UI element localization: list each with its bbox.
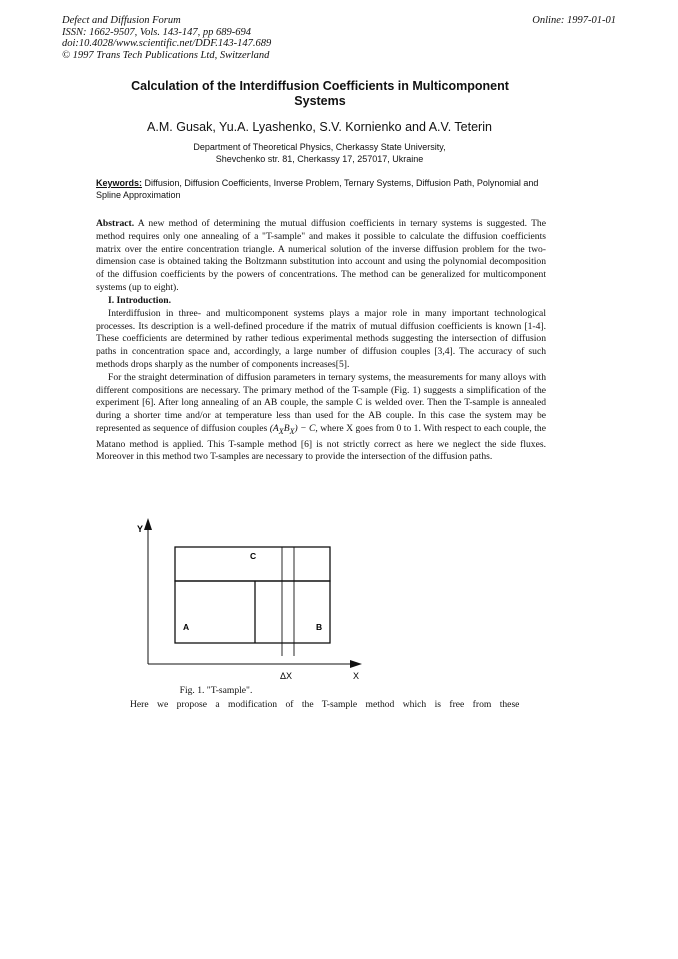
- paper-title: [110, 79, 530, 109]
- copyright-line: © 1997 Trans Tech Publications Ltd, Switzerland: [62, 49, 270, 61]
- section-heading: I. Introduction.: [108, 295, 171, 306]
- label-a: A: [183, 622, 190, 632]
- introduction: [96, 295, 546, 464]
- journal-header: [62, 15, 271, 61]
- t-sample-diagram: [120, 518, 380, 688]
- region-ab-box: [175, 581, 330, 643]
- delta-x-label: ΔX: [280, 671, 293, 681]
- continuation-line: Here we propose a modification of the T-sample method which is free from these: [130, 699, 520, 710]
- journal-name: Defect and Diffusion Forum: [62, 15, 181, 26]
- formula-b: B: [283, 422, 290, 434]
- formula-a: (A: [269, 422, 279, 434]
- intro-paragraph-1: Interdiffusion in three- and multicomponent systems plays a major role in many important technological processes. Its description is a well-defined procedure if the matrix of mutual diffusion coefficients is known [1-4]. These coefficients are determined by rather tedious experimental methods suggesting the intersection of diffusion paths in concentration space and, accordingly, a large number of diffusion couples [3,4]. The accuracy of such methods drops sharply as the number of components increases[5].: [96, 307, 546, 370]
- formula-sub-1: X: [278, 426, 284, 436]
- formula-end: ) − C: [294, 422, 316, 434]
- abstract-text: A new method of determining the mutual diffusion coefficients in ternary systems is suggested. The method requires only one annealing of a "T-sample" and makes it possible to calculate the diffusion coefficients matrix over the entire concentration triangle. A numerical solution of the inverse diffusion problem for the two-dimension case is obtained taking the Boltzmann substitution into account and using the polynomial decomposition of the diffusion coefficients by the powers of concentrations. The method can be generalized for multicomponent systems (up to eight).: [96, 218, 546, 293]
- title-line-2: Systems: [294, 94, 346, 108]
- keywords-label: Keywords:: [96, 178, 143, 188]
- abstract: [96, 218, 546, 295]
- t-sample-figure: [120, 518, 380, 688]
- figure-caption: Fig. 1. "T-sample".: [179, 685, 253, 696]
- label-b: B: [316, 622, 323, 632]
- y-axis-arrow: [144, 518, 152, 530]
- formula: [270, 423, 316, 434]
- online-date: Online: 1997-01-01: [532, 15, 616, 26]
- issn-line: ISSN: 1662-9507, Vols. 143-147, pp 689-694: [62, 26, 251, 38]
- formula-sub-2: X: [289, 426, 295, 436]
- y-axis-label: Y: [137, 524, 144, 534]
- keywords-text: Diffusion, Diffusion Coefficients, Inverse Problem, Ternary Systems, Diffusion Path, Polynomial and Spline Approximation: [96, 178, 539, 200]
- intro-paragraph-2-part-2: , where X goes from 0 to 1. With respect to each couple, the Matano method is applied. This T-sample method [6] is not strictly correct as here we neglect the side fluxes. Moreover in this method two T-samples are necessary to provide the intersection of the diffusion paths.: [96, 422, 546, 463]
- doi-line: doi:10.4028/www.scientific.net/DDF.143-147.689: [62, 38, 272, 49]
- abstract-label: Abstract.: [96, 218, 135, 229]
- authors: A.M. Gusak, Yu.A. Lyashenko, S.V. Kornienko and A.V. Teterin: [147, 120, 492, 134]
- x-axis-label: X: [353, 671, 360, 681]
- keywords: [96, 177, 556, 201]
- intro-paragraph-2: [96, 372, 546, 464]
- label-c: C: [250, 551, 257, 561]
- title-line-1: Calculation of the Interdiffusion Coefficients in Multicomponent: [131, 79, 509, 93]
- x-axis-arrow: [350, 660, 362, 668]
- affiliation-line-1: Department of Theoretical Physics, Cherkassy State University,: [193, 142, 446, 152]
- affiliation: [62, 141, 577, 165]
- intro-paragraph-2-part-1: For the straight determination of diffusion parameters in ternary systems, the measurements for many alloys with different compositions are necessary. The primary method of the T-sample (Fig. 1) suggests a simplification of the experiment [6]. After long annealing of an AB couple, the sample C is welded over. Then the T-sample is annealed during a shorter time and/or at temperature less than used for the AB couple. In this case the system may be represented as sequence of diffusion couples: [96, 371, 546, 434]
- affiliation-line-2: Shevchenko str. 81, Cherkassy 17, 257017, Ukraine: [215, 154, 424, 164]
